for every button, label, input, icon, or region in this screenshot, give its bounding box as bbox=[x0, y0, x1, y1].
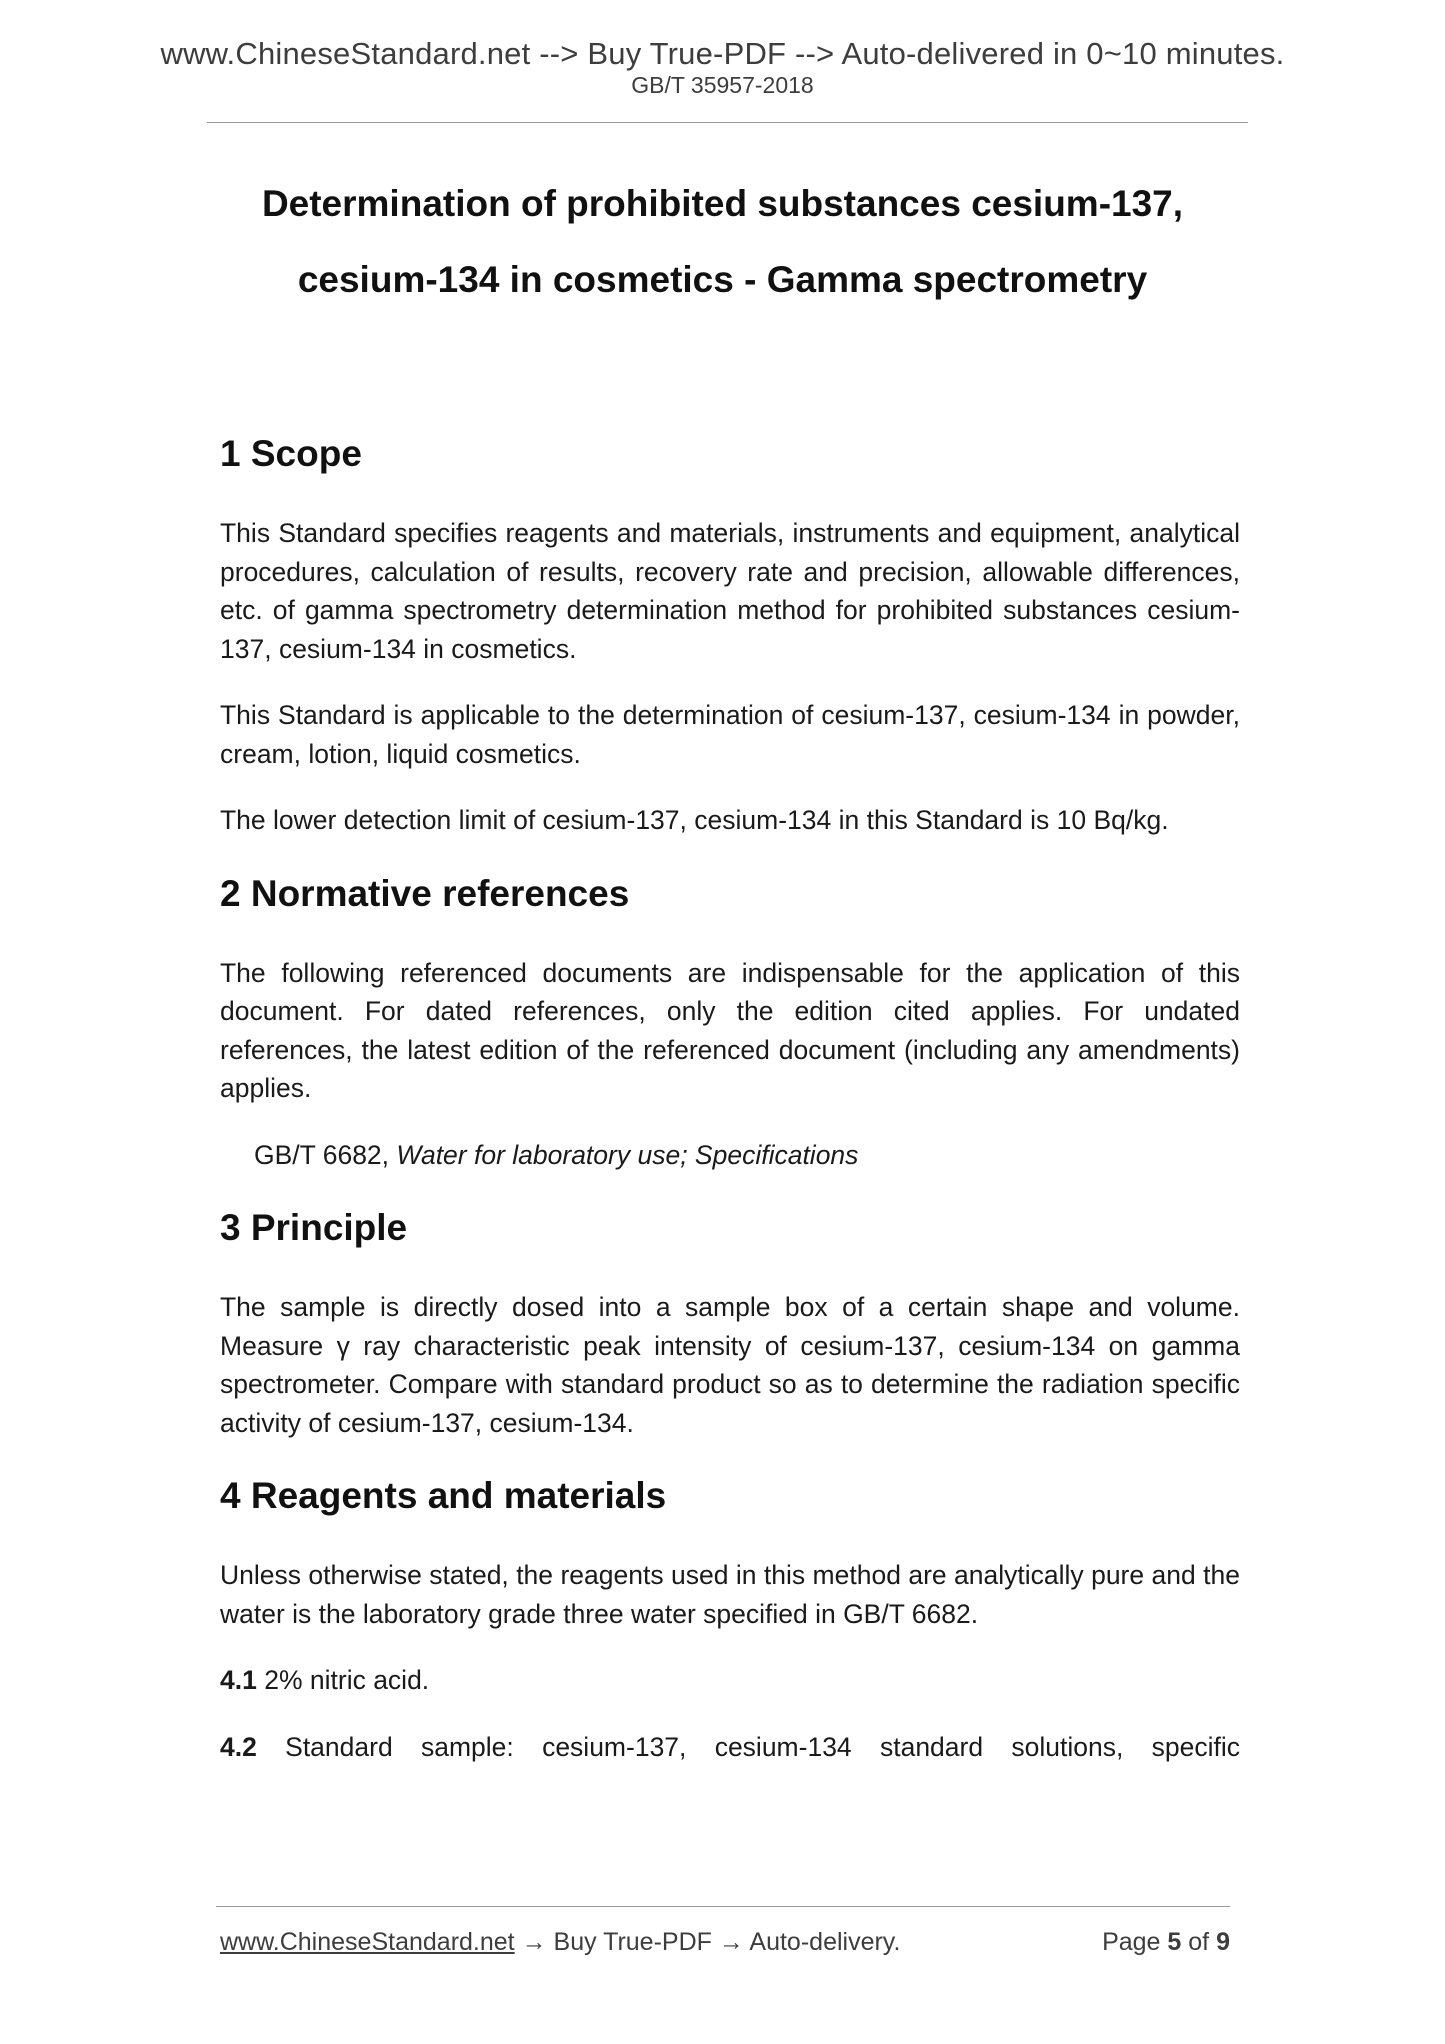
reagent-item-number: 4.1 bbox=[220, 1665, 257, 1695]
principle-paragraph-1: The sample is directly dosed into a sample box of a certain shape and volume. Measure γ ray characteristic peak intensity of cesium-137, cesium-134 on gamma spectrometer. Compare with standard product so as to determine the radiation specific activity of cesium-137, cesium-134. bbox=[220, 1292, 1240, 1438]
document-title bbox=[150, 166, 1295, 318]
section-heading-reagents: 4 Reagents and materials bbox=[220, 1475, 667, 1516]
page-current: 5 bbox=[1167, 1928, 1182, 1956]
reference-title: Water for laboratory use; Specifications bbox=[396, 1139, 859, 1170]
reagent-item-text: 2% nitric acid. bbox=[264, 1665, 430, 1695]
scope-paragraph-3: The lower detection limit of cesium-137, cesium-134 in this Standard is 10 Bq/kg. bbox=[220, 805, 1169, 835]
site-banner: www.ChineseStandard.net --> Buy True-PDF --> Auto-delivered in 0~10 minutes. bbox=[160, 36, 1285, 71]
page-of: of bbox=[1188, 1928, 1210, 1956]
scope-paragraph-1: This Standard specifies reagents and materials, instruments and equipment, analytical procedures, calculation of results, recovery rate and precision, allowable differences, etc. of gamma spectrometry determination method for prohibited substances cesium-137, cesium-134 in cosmetics. bbox=[220, 518, 1240, 664]
footer-site-link[interactable]: www.ChineseStandard.net bbox=[220, 1928, 515, 1956]
footer-left bbox=[220, 1928, 900, 1957]
reagent-item-4-1 bbox=[220, 1661, 1240, 1700]
section-heading-principle: 3 Principle bbox=[220, 1207, 408, 1248]
reagent-item-text: Standard sample: cesium-137, cesium-134 standard solutions, specific bbox=[285, 1731, 1240, 1762]
section-heading-scope: 1 Scope bbox=[220, 433, 362, 474]
header-divider bbox=[207, 122, 1248, 123]
document-number: GB/T 35957-2018 bbox=[631, 72, 814, 98]
footer-divider bbox=[216, 1906, 1230, 1907]
title-line-2: cesium-134 in cosmetics - Gamma spectrometry bbox=[297, 259, 1148, 300]
footer-delivery-text: → Buy True-PDF → Auto-delivery. bbox=[521, 1928, 901, 1956]
scope-paragraph-2: This Standard is applicable to the determination of cesium-137, cesium-134 in powder, cream, lotion, liquid cosmetics. bbox=[220, 700, 1240, 769]
reagent-item-number: 4.2 bbox=[220, 1731, 257, 1762]
page-indicator bbox=[1102, 1928, 1230, 1957]
reference-code: GB/T 6682, bbox=[254, 1139, 390, 1170]
normative-reference-item bbox=[220, 1136, 1240, 1175]
section-heading-normative-references: 2 Normative references bbox=[220, 872, 630, 914]
title-line-1: Determination of prohibited substances cesium-137, bbox=[261, 183, 1184, 224]
normative-paragraph-1: The following referenced documents are indispensable for the application of this document. For dated references, only the edition cited applies. For undated references, the latest edition of the referenced document (including any amendments) applies. bbox=[220, 957, 1240, 1103]
reagent-item-4-2 bbox=[220, 1728, 1240, 1767]
reagents-paragraph-1: Unless otherwise stated, the reagents used in this method are analytically pure and the water is the laboratory grade three water specified in GB/T 6682. bbox=[220, 1560, 1240, 1629]
document-body bbox=[220, 430, 1240, 1766]
page-label: Page bbox=[1102, 1928, 1161, 1956]
page-total: 9 bbox=[1216, 1928, 1230, 1956]
